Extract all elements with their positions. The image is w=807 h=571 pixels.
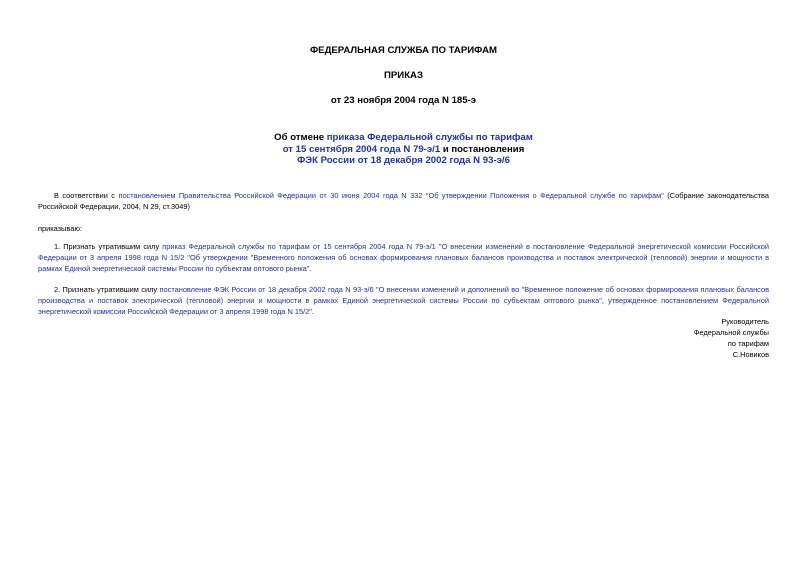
item-1-prefix: 1. Признать утратившим силу [54,241,163,251]
item-2-link-fek-resolution[interactable]: постановление ФЭК России от 18 декабря 2002 года N 93-э/6 "О внесении изменений и дополнений во "Временное положение об основах формирования плановых балансов производства и поставок электрической (тепловой) энергии и мощности в рамках Единой энергетической системы России по субъектам оптового рынка", утвержденное постановлением Федеральной энергетической комиссии Российской Федерации от 3 апреля 1998 года N 15/2" [38,284,769,316]
item-2-prefix: 2. Признать утратившим силу [54,284,160,294]
subject-line-3 [38,155,769,167]
doc-date-number: от 23 ноября 2004 года N 185-э [330,95,477,106]
item-1-suffix: . [309,263,312,273]
signature-position: Руководитель [721,317,769,326]
item-2-suffix: . [311,306,314,316]
preamble-prefix: В соответствии с [54,190,119,200]
doc-type-title: ПРИКАЗ [384,70,423,81]
signature-org-line-2: по тарифам [727,339,769,348]
subject-prefix: Об отмене [274,132,327,143]
signature-name: С.Новиков [732,350,769,359]
preamble-paragraph [38,190,769,212]
doc-subject [38,132,769,167]
subject-line-1 [38,132,769,144]
subject-link-fek-resolution[interactable]: ФЭК России от 18 декабря 2002 года N 93-э/6 [297,155,510,166]
order-word: приказываю: [38,223,82,233]
subject-link-order-date[interactable]: от 15 сентября 2004 года N 79-э/1 [282,143,441,155]
preamble-suffix: (Собрание законодательства Российской Федерации, 2004, N 29, ст.3049) [38,190,769,211]
item-1-paragraph [38,241,769,274]
item-2-paragraph [38,284,769,317]
subject-suffix: и постановления [440,143,525,155]
item-1-link-fst-order[interactable]: приказ Федеральной службы по тарифам от 15 сентября 2004 года N 79-э/1 "О внесении изменений в постановление Федеральной энергетической комиссии Российской Федерации от 3 апреля 1998 года N 15/2 "Об утверждении "Временного положения об основах формирования плановых балансов производства и поставок электрической (тепловой) энергии и мощности в рамках Единой энергетической системы России по субъектам оптового рынка" [38,241,769,273]
org-title: ФЕДЕРАЛЬНАЯ СЛУЖБА ПО ТАРИФАМ [309,45,498,56]
preamble-link-government-resolution[interactable]: постановлением Правительства Российской Федерации от 30 июня 2004 года N 332 "Об утверждении Положения о Федеральной службе по тарифам" [118,190,664,200]
subject-line-2 [38,144,769,156]
subject-link-order[interactable]: приказа Федеральной службы по тарифам [326,132,533,143]
signature-org-line-1: Федеральной службы [693,328,769,337]
signature-block [694,316,769,360]
